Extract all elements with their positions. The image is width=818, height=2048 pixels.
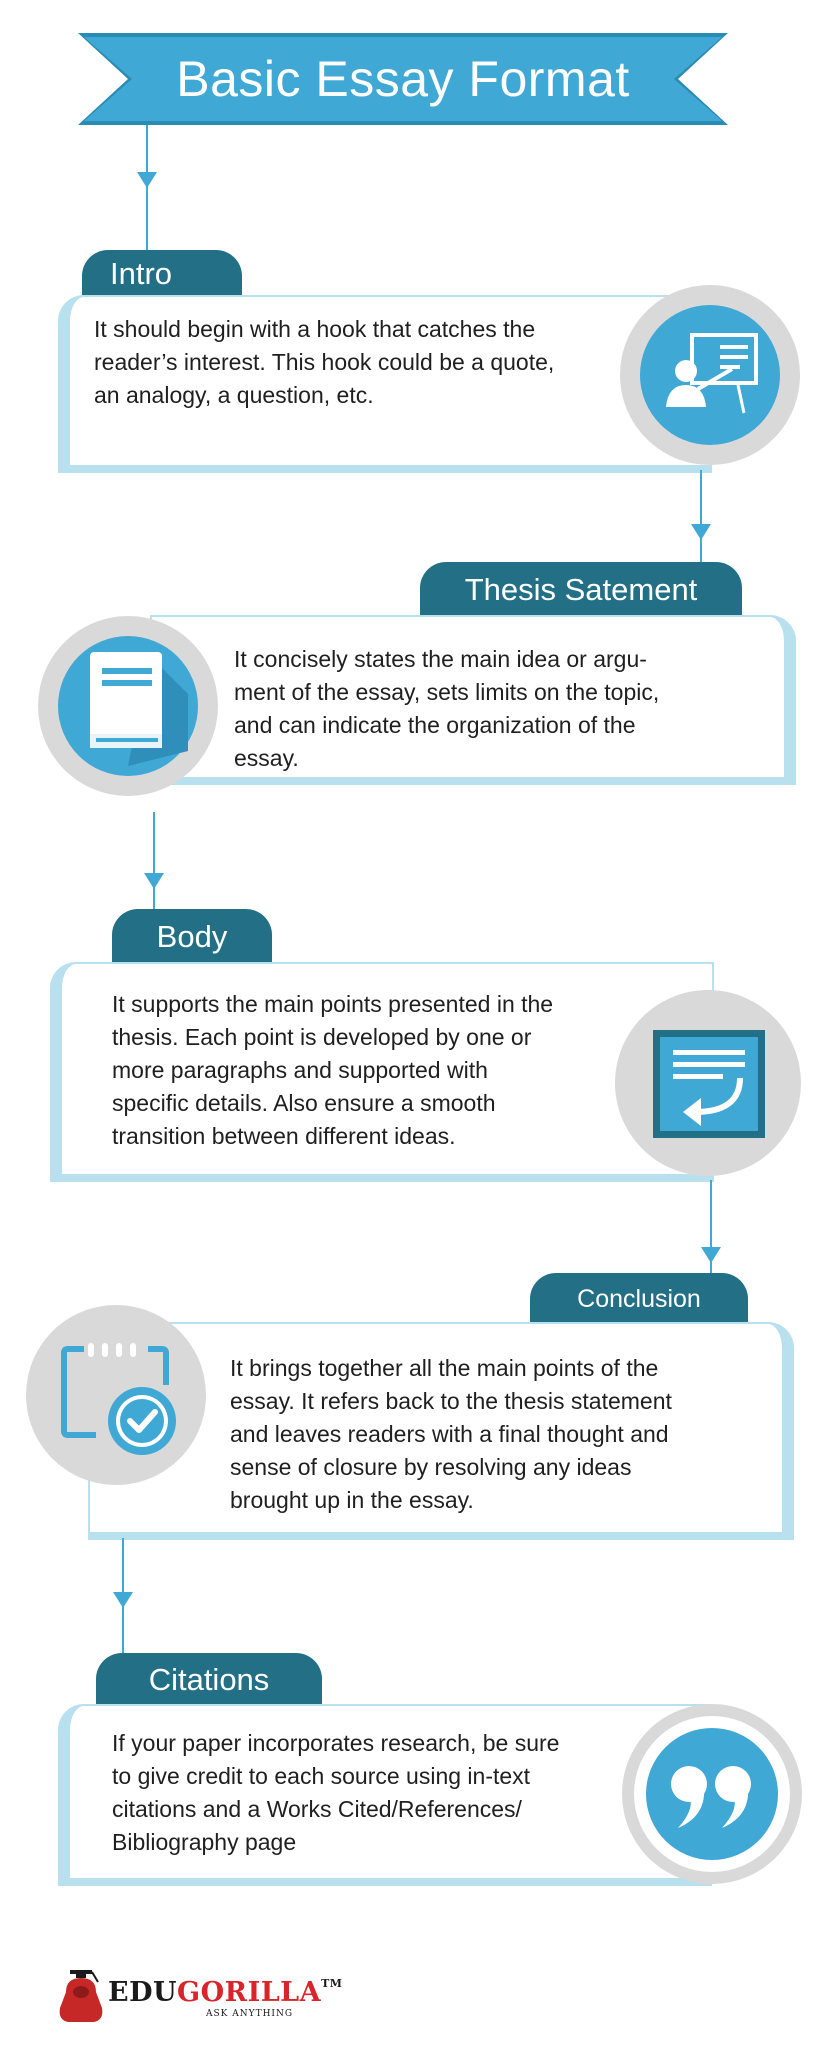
connector-line xyxy=(700,538,702,562)
connector-line xyxy=(122,1538,124,1593)
document-return-arrow-icon xyxy=(615,990,801,1176)
gorilla-logo-icon xyxy=(56,1968,106,2024)
section-tab-intro xyxy=(82,250,242,298)
calendar-check-icon xyxy=(26,1305,206,1485)
connector-line xyxy=(700,470,702,525)
connector-line xyxy=(153,887,155,909)
page-title: Basic Essay Format xyxy=(176,51,630,107)
connector-line xyxy=(146,125,148,173)
connector-line xyxy=(122,1606,124,1653)
section-heading: Intro xyxy=(110,256,173,291)
connector-line xyxy=(710,1180,712,1248)
section-heading: Thesis Satement xyxy=(464,572,698,607)
section-tab-body xyxy=(112,909,272,965)
section-heading: Body xyxy=(156,919,228,954)
section-text-citations: If your paper incorporates research, be sure to give credit to each source using in-text citations and a Works Cited/References/ Bibliography page xyxy=(112,1730,560,1855)
connector-line xyxy=(153,812,155,874)
quotation-marks-icon xyxy=(622,1704,802,1884)
section-text-body: It supports the main points presented in the thesis. Each point is developed by one or more paragraphs and supported with specific details. Also ensure a smooth transition between different ideas. xyxy=(112,991,554,1149)
section-text-thesis: It concisely states the main idea or argu- ment of the essay, sets limits on the topic, and can indicate the organization of the essay. xyxy=(234,646,660,771)
section-tab-thesis xyxy=(420,562,742,618)
brand-tagline: ASK ANYTHING xyxy=(206,2009,294,2019)
section-heading: Citations xyxy=(148,1662,270,1697)
section-text-conclusion: It brings together all the main points of the essay. It refers back to the thesis statement and leaves readers with a final thought and sense of closure by resolving any ideas brought up in the essay. xyxy=(230,1355,672,1513)
section-tab-citations xyxy=(96,1653,322,1707)
brand-name: EDUGORILLA™ xyxy=(108,1977,343,2008)
connector-line xyxy=(710,1261,712,1273)
section-text-intro: It should begin with a hook that catches the reader’s interest. This hook could be a quote, an analogy, a question, etc. xyxy=(94,316,555,408)
connector-line xyxy=(146,186,148,250)
section-tab-conclusion xyxy=(530,1273,748,1325)
presentation-teacher-icon xyxy=(620,285,800,465)
book-icon xyxy=(38,616,218,796)
section-heading: Conclusion xyxy=(577,1284,701,1313)
